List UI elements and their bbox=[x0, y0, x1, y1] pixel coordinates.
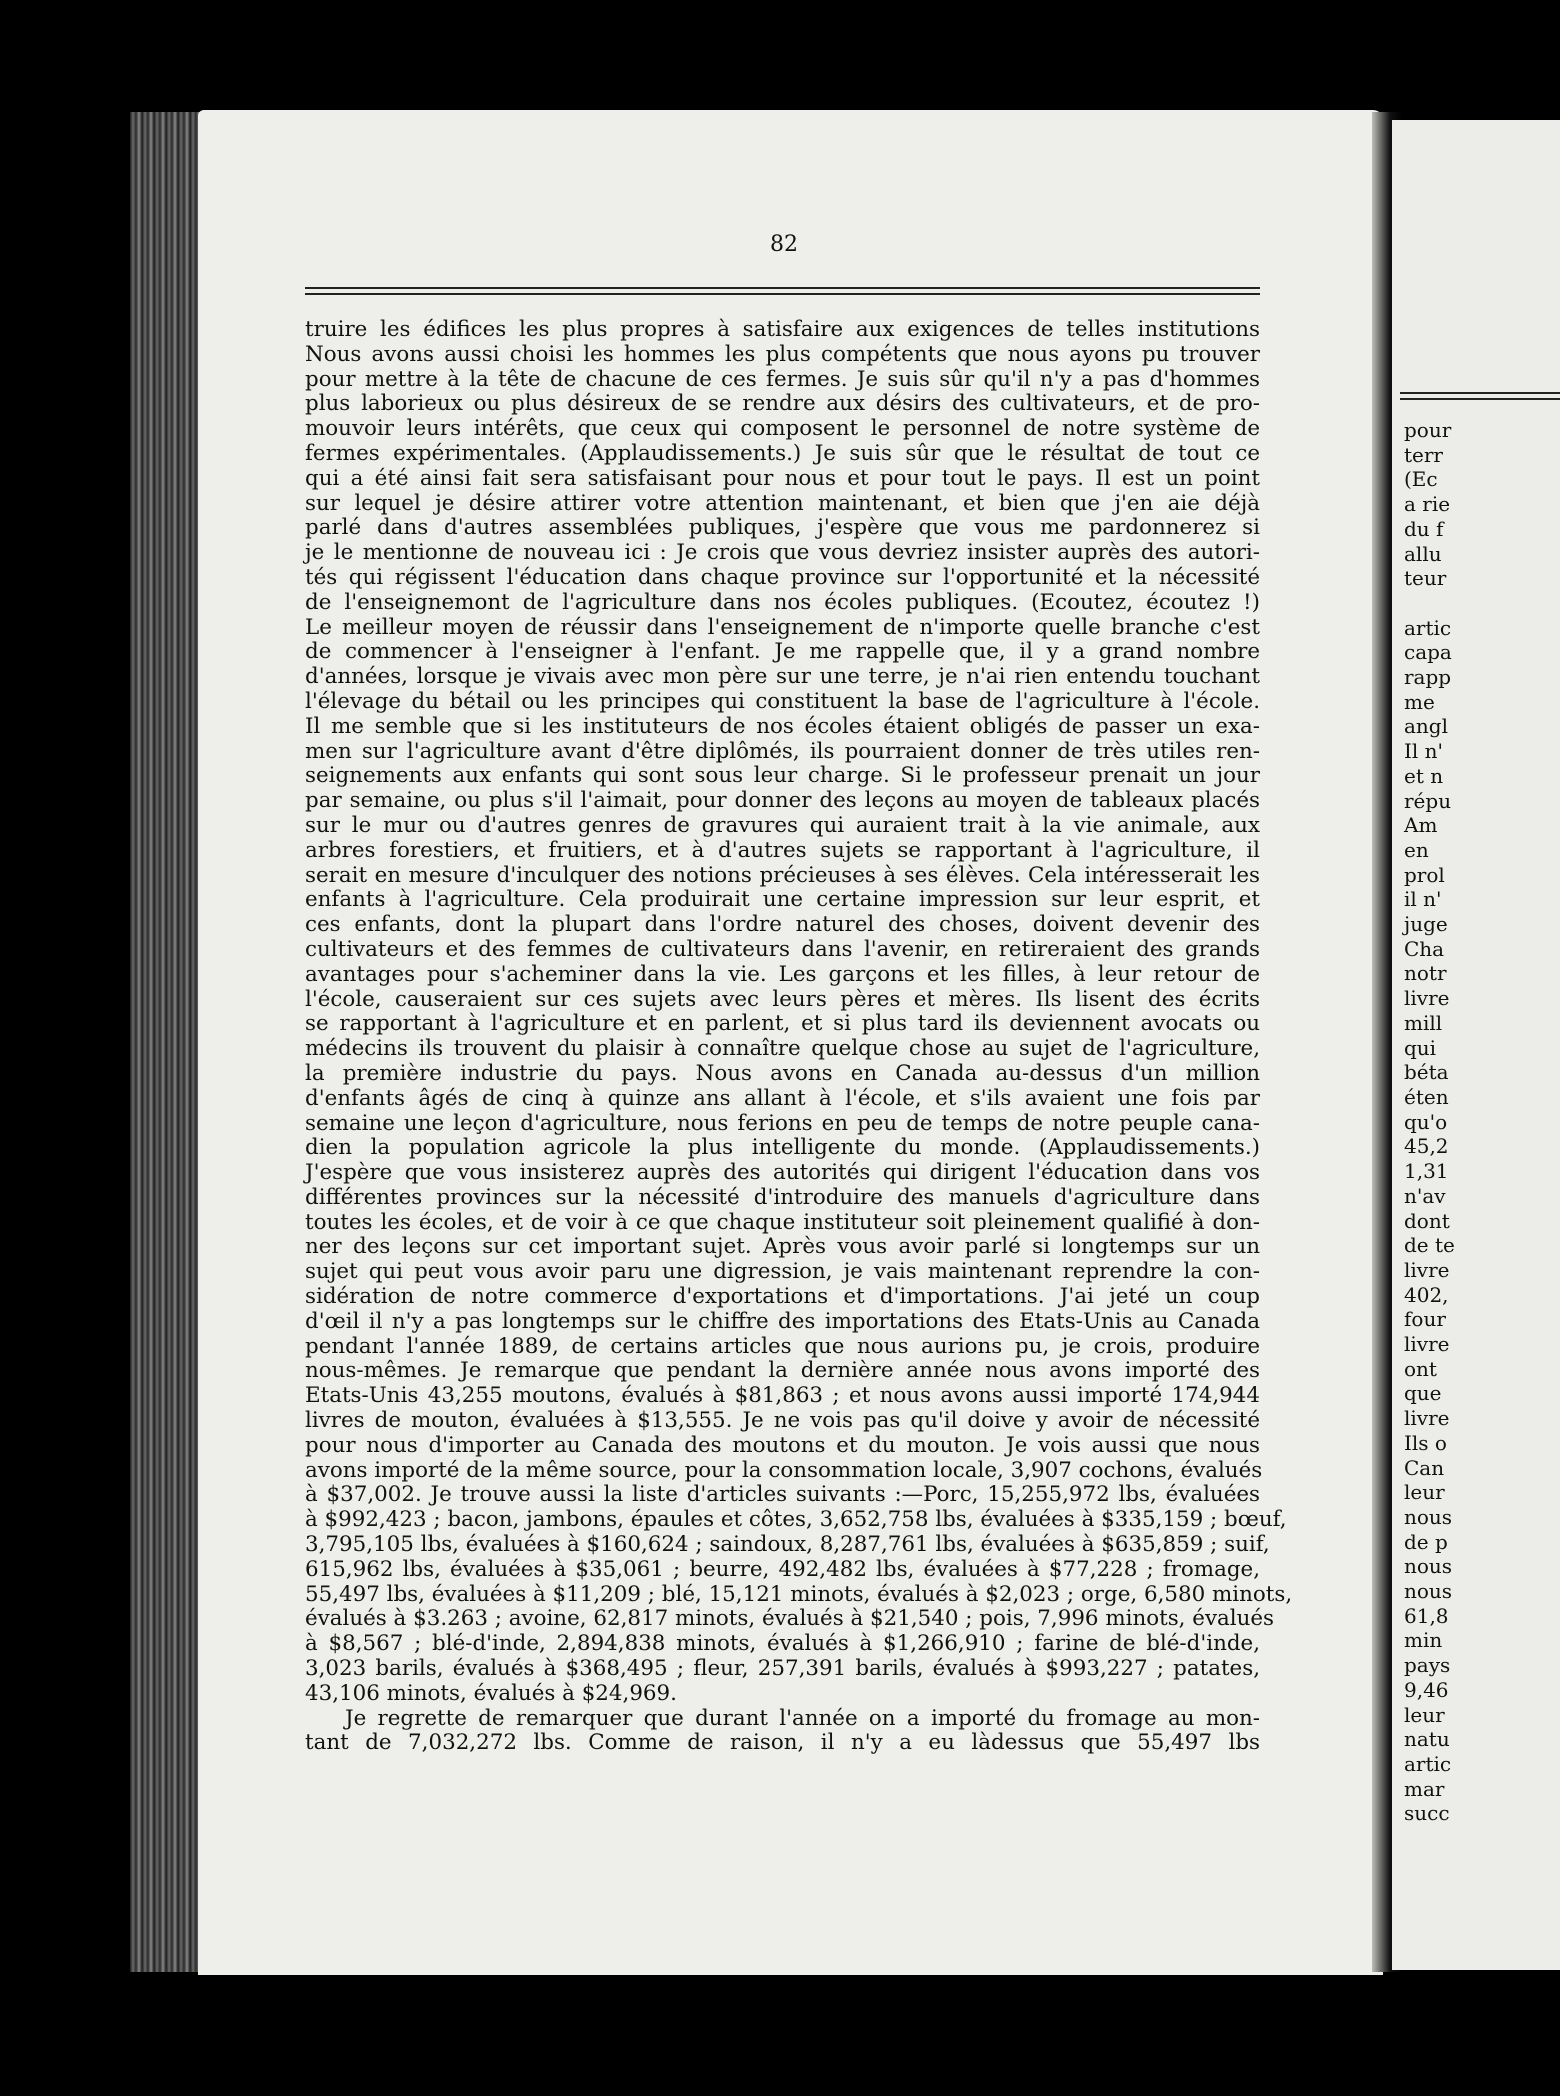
text-line: 55,497 lbs, évaluées à $11,209 ; blé, 15,121 minots, évalués à $2,023 ; orge, 6,580 minots, bbox=[305, 1581, 1293, 1607]
right-page-fragment: Il n' bbox=[1404, 739, 1444, 764]
right-page-fragment: teur bbox=[1404, 566, 1447, 591]
right-page-fragment: il n' bbox=[1404, 887, 1442, 912]
right-page-fragment: éten bbox=[1404, 1084, 1449, 1109]
text-line: plus laborieux ou plus désireux de se rendre aux désirs des cultivateurs, et de pro- bbox=[305, 391, 1260, 417]
right-page-fragment: me bbox=[1404, 689, 1435, 714]
text-line: pendant l'année 1889, de certains articles que nous aurions pu, je crois, produire bbox=[305, 1333, 1260, 1359]
text-line: sur le mur ou d'autres genres de gravures qui auraient trait à la vie animale, aux bbox=[305, 812, 1260, 838]
header-rule-bottom bbox=[305, 293, 1260, 295]
text-line: dien la population agricole la plus intelligente du monde. (Applaudissements.) bbox=[305, 1135, 1260, 1161]
right-page-fragment: artic bbox=[1404, 615, 1452, 640]
right-page-text bbox=[1404, 418, 1455, 1826]
right-page-fragment: qui bbox=[1404, 1035, 1437, 1060]
right-page-fragment: en bbox=[1404, 837, 1429, 862]
text-line: livres de mouton, évaluées à $13,555. Je ne vois pas qu'il doive y avoir de nécessité bbox=[305, 1408, 1260, 1434]
right-page-fragment: béta bbox=[1404, 1060, 1449, 1085]
right-page-fragment: pays bbox=[1404, 1653, 1451, 1678]
text-line: avantages pour s'acheminer dans la vie. Les garçons et les filles, à leur retour de bbox=[305, 961, 1260, 987]
right-page-fragment: Am bbox=[1404, 813, 1438, 838]
right-page-fragment: allu bbox=[1404, 541, 1442, 566]
text-line: sidération de notre commerce d'exportations et d'importations. J'ai jeté un coup bbox=[305, 1284, 1260, 1310]
right-page-fragment: 9,46 bbox=[1404, 1677, 1449, 1702]
text-line: d'œil il n'y a pas longtemps sur le chiffre des importations des Etats-Unis au Canada bbox=[305, 1308, 1260, 1334]
text-line: tant de 7,032,272 lbs. Comme de raison, il n'y a eu làdessus que 55,497 lbs bbox=[305, 1730, 1260, 1756]
text-line: nous-mêmes. Je remarque que pendant la dernière année nous avons importé des bbox=[305, 1358, 1260, 1384]
text-line: sujet qui peut vous avoir paru une digression, je vais maintenant reprendre la con- bbox=[305, 1259, 1260, 1285]
right-page-fragment: pour bbox=[1404, 418, 1452, 442]
right-page-fragment: four bbox=[1404, 1307, 1446, 1332]
right-page-fragment: livre bbox=[1404, 986, 1450, 1011]
text-line: pour mettre à la tête de chacune de ces fermes. Je suis sûr qu'il n'y a pas d'hommes bbox=[305, 366, 1260, 392]
page-number: 82 bbox=[770, 232, 798, 257]
right-page-fragment: répu bbox=[1404, 788, 1452, 813]
text-line: se rapportant à l'agriculture et en parlent, et si plus tard ils deviennent avocats ou bbox=[305, 1011, 1260, 1037]
right-page-fragment: natu bbox=[1404, 1727, 1450, 1752]
text-line: men sur l'agriculture avant d'être diplômés, ils pourraient donner de très utiles ren- bbox=[305, 738, 1260, 764]
right-page-fragment: nous bbox=[1404, 1554, 1453, 1579]
right-page-fragment bbox=[1404, 591, 1455, 616]
text-line: tés qui régissent l'éducation dans chaque province sur l'opportunité et la nécessité bbox=[305, 564, 1260, 590]
right-page-fragment: que bbox=[1404, 1381, 1442, 1406]
paragraph bbox=[305, 317, 1293, 1707]
text-line: qui a été ainsi fait sera satisfaisant pour nous et pour tout le pays. Il est un point bbox=[305, 465, 1260, 491]
text-line: sur lequel je désire attirer votre attention maintenant, et bien que j'en aie déjà bbox=[305, 490, 1260, 516]
text-line: à $37,002. Je trouve aussi la liste d'articles suivants :—Porc, 15,255,972 lbs, évaluées bbox=[305, 1482, 1260, 1508]
text-line: mouvoir leurs intérêts, que ceux qui composent le personnel de notre système de bbox=[305, 416, 1260, 442]
text-line: de commencer à l'enseigner à l'enfant. Je me rappelle que, il y a grand nombre bbox=[305, 639, 1260, 665]
right-page-fragment: (Ec bbox=[1404, 467, 1438, 492]
text-line: l'élevage du bétail ou les principes qui constituent la base de l'agriculture à l'école. bbox=[305, 688, 1260, 714]
text-line: à $992,423 ; bacon, jambons, épaules et côtes, 3,652,758 lbs, évaluées à $335,159 ; bœuf, bbox=[305, 1507, 1287, 1533]
right-page-fragment: mar bbox=[1404, 1776, 1445, 1801]
text-line: ces enfants, dont la plupart dans l'ordre naturel des choses, doivent devenir des bbox=[305, 912, 1260, 938]
text-line: serait en mesure d'inculquer des notions précieuses à ses élèves. Cela intéresserait les bbox=[305, 862, 1260, 888]
text-line: seignements aux enfants qui sont sous leur charge. Si le professeur prenait un jour bbox=[305, 763, 1260, 789]
text-line: Le meilleur moyen de réussir dans l'enseignement de n'importe quelle branche c'est bbox=[305, 614, 1260, 640]
text-line: Nous avons aussi choisi les hommes les plus compétents que nous ayons pu trouver bbox=[305, 341, 1260, 367]
right-page-fragment: mill bbox=[1404, 1010, 1443, 1035]
right-page-fragment: 402, bbox=[1404, 1282, 1449, 1307]
right-page-fragment: dont bbox=[1404, 1208, 1450, 1233]
right-page-fragment: de te bbox=[1404, 1233, 1455, 1258]
text-line: je le mentionne de nouveau ici : Je crois que vous devriez insister auprès des autori- bbox=[305, 540, 1260, 566]
paragraph bbox=[305, 1707, 1260, 1757]
header-rule-top bbox=[305, 287, 1260, 289]
text-line: à $8,567 ; blé-d'inde, 2,894,838 minots, évalués à $1,266,910 ; farine de blé-d'inde, bbox=[305, 1631, 1260, 1657]
right-page-fragment: livre bbox=[1404, 1332, 1450, 1357]
right-page-fragment: a rie bbox=[1404, 492, 1451, 517]
right-page-fragment: terr bbox=[1404, 442, 1443, 467]
text-line: Il me semble que si les instituteurs de nos écoles étaient obligés de passer un exa- bbox=[305, 713, 1260, 739]
right-page-fragment: juge bbox=[1404, 912, 1448, 937]
text-line: toutes les écoles, et de voir à ce que chaque instituteur soit pleinement qualifié à don- bbox=[305, 1209, 1260, 1235]
right-page-fragment: de p bbox=[1404, 1529, 1448, 1554]
text-line: de l'enseignemont de l'agriculture dans nos écoles publiques. (Ecoutez, écoutez !) bbox=[305, 589, 1260, 615]
right-page-fragment: artic bbox=[1404, 1751, 1452, 1776]
text-line: parlé dans d'autres assemblées publiques, j'espère que vous me pardonnerez si bbox=[305, 515, 1260, 541]
text-line: cultivateurs et des femmes de cultivateurs dans l'avenir, en retireraient des grands bbox=[305, 936, 1260, 962]
text-line: pour nous d'importer au Canada des moutons et du mouton. Je vois aussi que nous bbox=[305, 1432, 1260, 1458]
right-page-fragment: et n bbox=[1404, 763, 1444, 788]
right-page-fragment: capa bbox=[1404, 640, 1452, 665]
right-page-fragment: succ bbox=[1404, 1801, 1450, 1826]
right-page-fragment: n'av bbox=[1404, 1183, 1446, 1208]
text-line: l'école, causeraient sur ces sujets avec leurs pères et mères. Ils lisent des écrits bbox=[305, 986, 1260, 1012]
right-page-fragment: 45,2 bbox=[1404, 1134, 1449, 1159]
text-line: 43,106 minots, évalués à $24,969. bbox=[305, 1680, 677, 1706]
right-page-fragment: qu'o bbox=[1404, 1109, 1448, 1134]
text-line: médecins ils trouvent du plaisir à connaître quelque chose au sujet de l'agriculture, bbox=[305, 1036, 1260, 1062]
right-page-fragment: nous bbox=[1404, 1504, 1453, 1529]
right-page-fragment: prol bbox=[1404, 862, 1445, 887]
right-page-fragment: nous bbox=[1404, 1579, 1453, 1604]
right-page-fragment: notr bbox=[1404, 961, 1447, 986]
text-line: Etats-Unis 43,255 moutons, évalués à $81,863 ; et nous avons aussi importé 174,944 bbox=[305, 1383, 1260, 1409]
right-page-fragment: livre bbox=[1404, 1406, 1450, 1431]
right-page bbox=[1392, 120, 1560, 1970]
text-line: par semaine, ou plus s'il l'aimait, pour donner des leçons au moyen de tableaux placés bbox=[305, 788, 1260, 814]
body-text bbox=[305, 317, 1293, 1756]
right-page-fragment: Ils o bbox=[1404, 1430, 1447, 1455]
text-line: avons importé de la même source, pour la consommation locale, 3,907 cochons, évalués bbox=[305, 1457, 1263, 1483]
text-line: fermes expérimentales. (Applaudissements.) Je suis sûr que le résultat de tout ce bbox=[305, 440, 1260, 466]
text-line: Je regrette de remarquer que durant l'année on a importé du fromage au mon- bbox=[345, 1705, 1260, 1731]
right-page-fragment: ont bbox=[1404, 1356, 1437, 1381]
right-page-fragment: rapp bbox=[1404, 665, 1452, 690]
right-page-fragment: du f bbox=[1404, 516, 1444, 541]
right-page-fragment: min bbox=[1404, 1628, 1443, 1653]
right-page-fragment: 1,31 bbox=[1404, 1159, 1449, 1184]
right-page-fragment: leur bbox=[1404, 1480, 1445, 1505]
text-line: d'années, lorsque je vivais avec mon père sur une terre, je n'ai rien entendu touchant bbox=[305, 664, 1260, 690]
right-page-fragment: livre bbox=[1404, 1257, 1450, 1282]
right-page-fragment: leur bbox=[1404, 1702, 1445, 1727]
right-header-rule-bottom bbox=[1400, 398, 1560, 400]
text-line: 3,023 barils, évalués à $368,495 ; fleur, 257,391 barils, évalués à $993,227 ; patates, bbox=[305, 1656, 1260, 1682]
right-page-fragment: angl bbox=[1404, 714, 1449, 739]
text-line: semaine une leçon d'agriculture, nous ferions en peu de temps de notre peuple cana- bbox=[305, 1110, 1260, 1136]
right-page-fragment: Cha bbox=[1404, 936, 1445, 961]
right-page-fragment: Can bbox=[1404, 1455, 1445, 1480]
text-line: la première industrie du pays. Nous avons en Canada au-dessus d'un million bbox=[305, 1060, 1260, 1086]
text-line: truire les édifices les plus propres à satisfaire aux exigences de telles institutions bbox=[305, 317, 1260, 342]
right-page-fragment: 61,8 bbox=[1404, 1603, 1449, 1628]
text-line: enfants à l'agriculture. Cela produirait une certaine impression sur leur esprit, et bbox=[305, 887, 1260, 913]
text-line: J'espère que vous insisterez auprès des autorités qui dirigent l'éducation dans vos bbox=[305, 1160, 1260, 1186]
text-line: différentes provinces sur la nécessité d'introduire des manuels d'agriculture dans bbox=[305, 1184, 1260, 1210]
text-line: ner des leçons sur cet important sujet. Après vous avoir parlé si longtemps sur un bbox=[305, 1234, 1260, 1260]
text-line: évalués à $3.263 ; avoine, 62,817 minots, évalués à $21,540 ; pois, 7,996 minots, évalués bbox=[305, 1606, 1275, 1632]
text-line: d'enfants âgés de cinq à quinze ans allant à l'école, et s'ils avaient une fois par bbox=[305, 1085, 1260, 1111]
text-line: arbres forestiers, et fruitiers, et à d'autres sujets se rapportant à l'agriculture, il bbox=[305, 837, 1260, 863]
text-line: 3,795,105 lbs, évaluées à $160,624 ; saindoux, 8,287,761 lbs, évaluées à $635,859 ; suif, bbox=[305, 1532, 1270, 1558]
text-line: 615,962 lbs, évaluées à $35,061 ; beurre, 492,482 lbs, évaluées à $77,228 ; fromage, bbox=[305, 1556, 1260, 1582]
right-header-rule-top bbox=[1400, 392, 1560, 394]
